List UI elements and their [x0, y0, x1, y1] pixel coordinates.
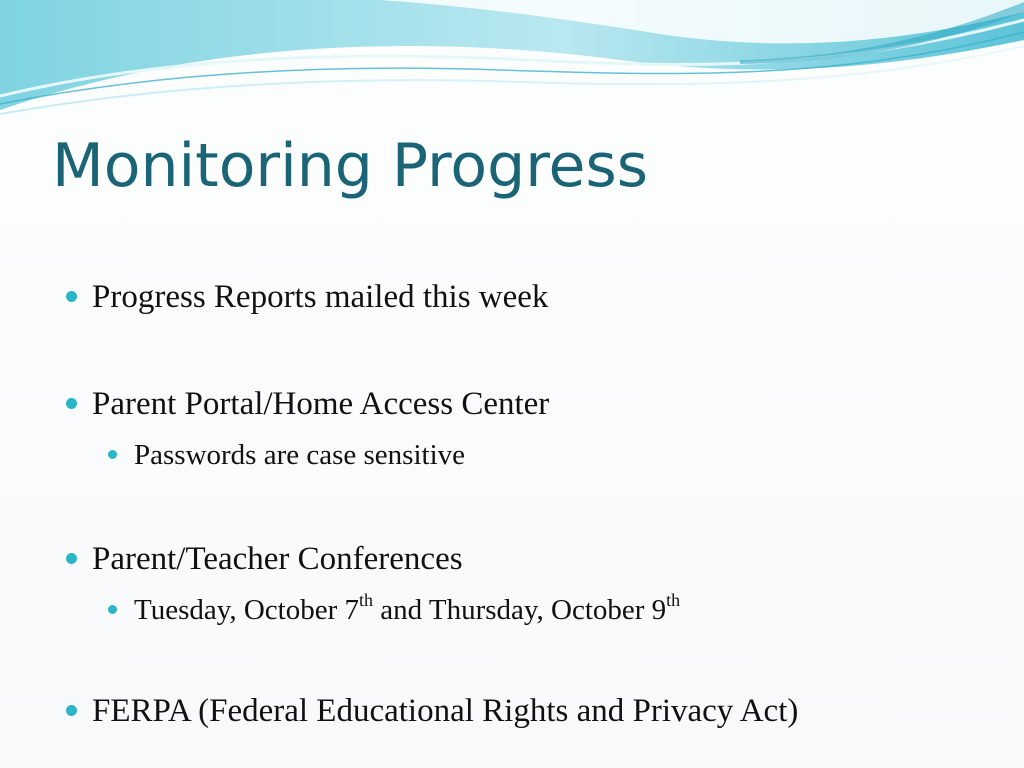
bullet-text: Progress Reports mailed this week [92, 279, 549, 315]
bullet-text-part: and Thursday, October 9 [373, 594, 667, 626]
slide-title: Monitoring Progress [52, 131, 648, 201]
sub-bullet-conference-dates [106, 592, 680, 628]
bullet-dot-icon [66, 291, 77, 302]
bullet-dot-icon [66, 398, 77, 409]
bullet-dot-icon [108, 605, 117, 614]
header-wave-decoration [0, 0, 1024, 120]
bullet-ferpa [64, 691, 798, 731]
bullet-text: Parent/Teacher Conferences [92, 541, 463, 577]
bullet-text: FERPA (Federal Educational Rights and Privacy Act) [92, 693, 799, 729]
ordinal-suffix: th [666, 590, 681, 611]
bullet-dot-icon [108, 450, 117, 459]
bullet-text-part: Tuesday, October 7 [134, 594, 359, 626]
bullet-text: Passwords are case sensitive [134, 439, 465, 471]
bullet-text: Parent Portal/Home Access Center [92, 386, 550, 422]
bullet-dot-icon [66, 553, 77, 564]
bullet-conferences [64, 539, 463, 579]
bullet-parent-portal [64, 384, 549, 424]
bullet-dot-icon [66, 705, 77, 716]
sub-bullet-passwords [106, 437, 465, 473]
ordinal-suffix: th [359, 590, 374, 611]
bullet-progress-reports [64, 277, 548, 317]
